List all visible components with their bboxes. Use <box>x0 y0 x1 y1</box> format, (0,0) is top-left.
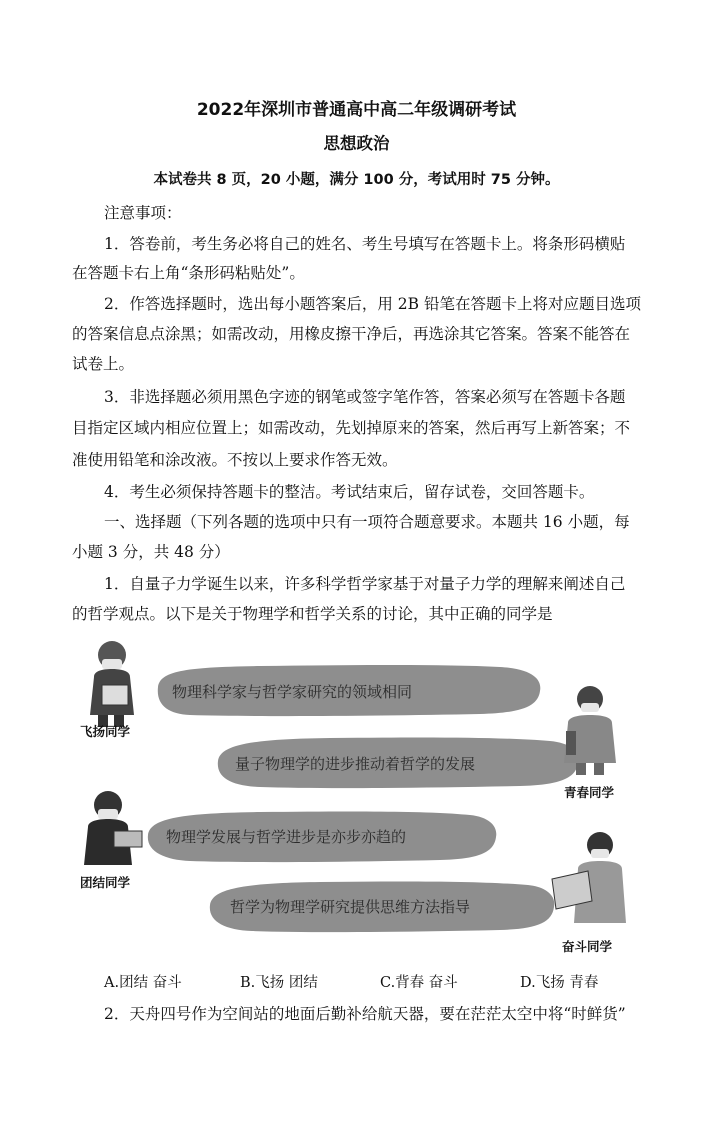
exam-info: 本试卷共 8 页，20 小题，满分 100 分，考试用时 75 分钟。 <box>153 172 560 188</box>
bubble-1-text: 物理科学家与哲学家研究的领域相同 <box>172 683 413 701</box>
note-3-line-1: 3．非选择题必须用黑色字迹的钢笔或签字笔作答，答案必须写在答题卡各题 <box>104 388 626 406</box>
subject-title: 思想政治 <box>323 134 390 153</box>
note-4-line-1: 4．考生必须保持答题卡的整洁。考试结束后，留存试卷，交回答题卡。 <box>104 483 595 501</box>
student-tuanjie-figure <box>84 791 142 865</box>
question-1-line-1: 1．自量子力学诞生以来，许多科学哲学家基于对量子力学的理解来阐述自己 <box>104 575 626 593</box>
student-qingchun-figure <box>564 686 616 775</box>
bubble-2-text: 量子物理学的进步推动着哲学的发展 <box>235 755 476 773</box>
note-3-line-3: 准使用铅笔和涂改液。不按以上要求作答无效。 <box>72 451 398 469</box>
question-1-line-2: 的哲学观点。以下是关于物理学和哲学关系的讨论，其中正确的同学是 <box>72 605 553 623</box>
student-feiyang-figure <box>90 641 134 727</box>
bubble-4-text: 哲学为物理学研究提供思维方法指导 <box>230 898 471 916</box>
bubble-3-text: 物理学发展与哲学进步是亦步亦趋的 <box>166 828 407 846</box>
option-b[interactable]: B.飞扬 团结 <box>240 975 318 991</box>
option-a[interactable]: A.团结 奋斗 <box>104 975 182 991</box>
note-2-line-3: 试卷上。 <box>72 355 135 373</box>
note-1-line-2: 在答题卡右上角“条形码粘贴处”。 <box>72 264 305 282</box>
notes-heading: 注意事项： <box>104 204 182 222</box>
option-c[interactable]: C.背春 奋斗 <box>380 975 458 991</box>
page-title: 2022年深圳市普通高中高二年级调研考试 <box>196 100 517 120</box>
note-1-line-1: 1．答卷前，考生务必将自己的姓名、考生号填写在答题卡上。将条形码横贴 <box>104 235 626 253</box>
option-d[interactable]: D.飞扬 青春 <box>520 975 599 991</box>
section-1-line-2: 小题 3 分，共 48 分） <box>72 543 230 561</box>
discussion-illustration <box>80 635 650 963</box>
student-name-feiyang: 飞扬同学 <box>80 724 131 739</box>
question-2-line-1: 2．天舟四号作为空间站的地面后勤补给航天器，要在茫茫太空中将“时鲜货” <box>104 1005 626 1023</box>
note-2-line-1: 2．作答选择题时，选出每小题答案后，用 2B 铅笔在答题卡上将对应题目选项 <box>104 295 641 313</box>
note-2-line-2: 的答案信息点涂黑；如需改动，用橡皮擦干净后，再选涂其它答案。答案不能答在 <box>72 325 631 343</box>
student-name-qingchun: 青春同学 <box>564 785 615 800</box>
student-name-tuanjie: 团结同学 <box>80 875 131 890</box>
note-3-line-2: 目指定区域内相应位置上；如需改动，先划掉原来的答案，然后再写上新答案；不 <box>72 419 631 437</box>
student-fendou-figure <box>552 832 626 923</box>
student-name-fendou: 奋斗同学 <box>562 939 613 954</box>
section-1-line-1: 一、选择题（下列各题的选项中只有一项符合题意要求。本题共 16 小题，每 <box>104 513 630 531</box>
